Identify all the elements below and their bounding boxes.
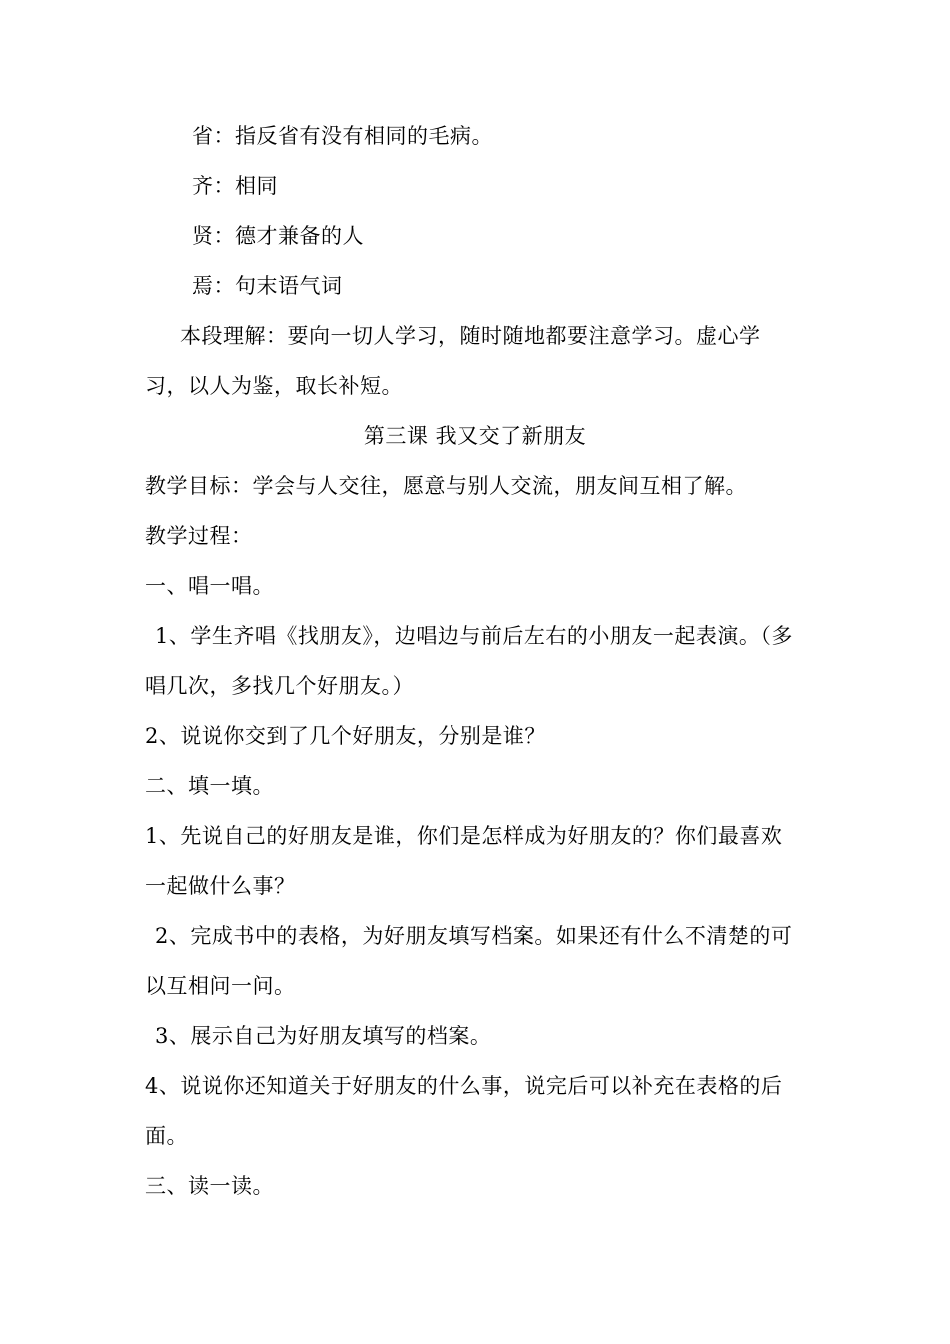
paragraph-understanding-line2: 习，以人为鉴，取长补短。 bbox=[145, 374, 403, 398]
teaching-process-heading: 教学过程： bbox=[145, 524, 253, 548]
paragraph-understanding-line1: 本段理解：要向一切人学习，随时随地都要注意学习。虚心学 bbox=[180, 324, 761, 348]
fill-item-1-line1: 1、先说自己的好朋友是谁，你们是怎样成为好朋友的？你们最喜欢 bbox=[145, 824, 783, 848]
teaching-goal: 教学目标：学会与人交往，愿意与别人交流，朋友间互相了解。 bbox=[145, 474, 747, 498]
sing-item-1-line1: 1、学生齐唱《找朋友》，边唱边与前后左右的小朋友一起表演。（多 bbox=[155, 624, 793, 648]
section-fill-heading: 二、填一填。 bbox=[145, 774, 274, 798]
fill-item-4-line2: 面。 bbox=[145, 1124, 188, 1148]
fill-item-1-line2: 一起做什么事？ bbox=[145, 874, 296, 898]
fill-item-2-line1: 2、完成书中的表格，为好朋友填写档案。如果还有什么不清楚的可 bbox=[155, 924, 793, 948]
definition-qi: 齐：相同 bbox=[192, 174, 278, 198]
section-sing-heading: 一、唱一唱。 bbox=[145, 574, 274, 598]
fill-item-3: 3、展示自己为好朋友填写的档案。 bbox=[155, 1024, 492, 1048]
definition-yan: 焉：句末语气词 bbox=[192, 274, 343, 298]
definition-xian: 贤：德才兼备的人 bbox=[192, 224, 364, 248]
definition-xing: 省：指反省有没有相同的毛病。 bbox=[192, 124, 493, 148]
fill-item-2-line2: 以互相问一问。 bbox=[145, 974, 296, 998]
sing-item-1-line2: 唱几次，多找几个好朋友。） bbox=[145, 674, 414, 698]
fill-item-4-line1: 4、说说你还知道关于好朋友的什么事，说完后可以补充在表格的后 bbox=[145, 1074, 783, 1098]
lesson-title: 第三课 我又交了新朋友 bbox=[363, 424, 587, 448]
sing-item-2: 2、说说你交到了几个好朋友，分别是谁？ bbox=[145, 724, 546, 748]
section-read-heading: 三、读一读。 bbox=[145, 1174, 274, 1198]
